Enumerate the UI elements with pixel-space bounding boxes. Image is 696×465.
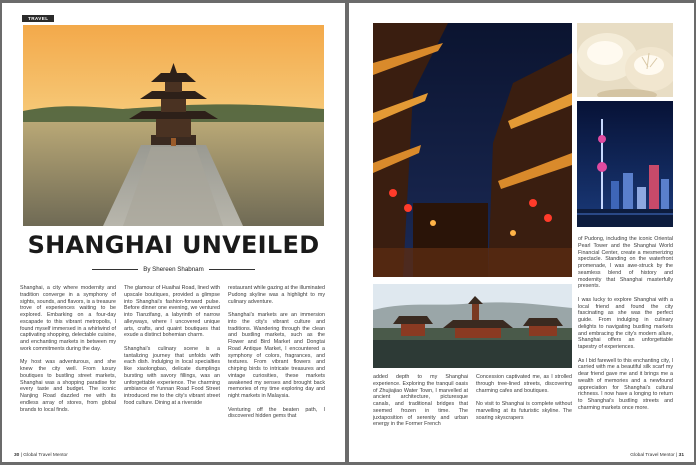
- paragraph: My host was adventurous, and she knew the city well. From luxury boutiques to bustling street markets, Shanghai was a shopping paradise for every taste and budget. The iconic Nanjing Road dazzled me with its endless array of stores, from global brands to local finds.: [20, 359, 116, 413]
- street-photo: [373, 23, 572, 277]
- paragraph: Shanghai, a city where modernity and tradition converge in a symphony of sights, sounds, and flavors, is a treasure trove of experiences waiting to be explored. Embarking on a four-day escapade to this vibrant metropolis, I found myself immersed in a whirlwind of captivating shopping, delectable cuisine, and enchanting markets in between my work commitments during the day.: [20, 285, 116, 352]
- hero-photo: [23, 25, 324, 226]
- right-column-3: [578, 236, 673, 441]
- folio-right: Global Travel Mentor | 31: [630, 453, 684, 458]
- paragraph: Venturing off the beaten path, I discovered hidden gems that: [228, 406, 325, 420]
- right-column-2: [476, 374, 572, 439]
- paragraph: Shanghai's culinary scene is a tantalizing journey that unfolds with each dish. Indulging in local specialties like xiaolongbao, delicate dumplings bursting with savory fillings, was an unforgettable experience. The charming ambiance of Yunnan Road Food Street introduced me to the city's vibrant street food culture. Dining at a riverside: [124, 345, 220, 406]
- left-column-1: [20, 285, 116, 435]
- right-page: [349, 3, 694, 462]
- paragraph: Concession captivated me, as I strolled through tree-lined streets, discovering charming cafes and boutiques.: [476, 374, 572, 394]
- paragraph: Shanghai's markets are an immersion into the city's vibrant culture and traditions. Wandering through the clean and bustling markets, such as the Flower and Bird Market and Dongtai Road Antique Market, I encountered a symphony of colors, fragrances, and textures. From vibrant flowers and chirping birds to intricate treasures and vintage curiosities, these markets awakened my senses and brought back memories of my time exploring day and night markets in Malaysia.: [228, 312, 325, 399]
- byline: By Shereen Shabnam: [143, 265, 204, 273]
- byline-rule-left: [92, 269, 138, 270]
- section-tag: TRAVEL: [22, 15, 54, 22]
- paragraph: restaurant while gazing at the illuminated Pudong skyline was a highlight to my culinary adventure.: [228, 285, 325, 305]
- paragraph: As I bid farewell to this enchanting city, I carried with me a beautiful silk scarf my dear friend gave me and it brings me a wealth of memories and a newfound appreciation for Shanghai's cultural richness. I now have a longing to return to Shanghai's bustling streets and charming markets once more.: [578, 357, 673, 411]
- left-column-2: [124, 285, 220, 439]
- skyline-photo: [577, 101, 673, 227]
- paragraph: added depth to my Shanghai experience. Exploring the tranquil oasis of Zhujiajiao Water Town, I marvelled at ancient architecture, picturesque canals, and traditional bridges that seemed frozen in time. The juxtaposition of serenity and urban energy in the Former French: [373, 374, 468, 428]
- left-column-3: [228, 285, 325, 439]
- page-number: 31: [678, 453, 684, 458]
- garden-photo: [373, 284, 572, 368]
- page-number: 30: [14, 453, 20, 458]
- right-column-1: [373, 374, 468, 439]
- magazine-title: Global Travel Mentor: [23, 453, 68, 458]
- paragraph: The glamour of Huaihai Road, lined with upscale boutiques, provided a glimpse into Shanghai's fashion-forward pulse. Before dinner one evening, we ventured into Tianzifang, a labyrinth of narrow alleyways, where I uncovered unique arts, crafts, and quaint boutiques that exude a distinct bohemian charm.: [124, 285, 220, 339]
- byline-row: [92, 264, 255, 274]
- paragraph: No visit to Shanghai is complete without marvelling at its futuristic skyline. The soaring skyscrapers: [476, 401, 572, 421]
- byline-rule-right: [209, 269, 255, 270]
- folio-left: 30 | Global Travel Mentor: [14, 453, 68, 458]
- magazine-title: Global Travel Mentor: [630, 453, 675, 458]
- paragraph: I was lucky to explore Shanghai with a local friend and found the city fascinating as she was the perfect guide. From indulging in culinary delights to navigating bustling markets and embracing the city's modern allure, Shanghai offers an unforgettable tapestry of experiences.: [578, 296, 673, 350]
- dumplings-photo: [577, 23, 673, 97]
- headline: SHANGHAI UNVEILED: [27, 231, 320, 259]
- left-page: [2, 3, 345, 462]
- paragraph: of Pudong, including the iconic Oriental Pearl Tower and the Shanghai World Financial Center, create a mesmerizing spectacle. Standing on the waterfront promenade, I was awe-struck by the seamless blend of history and modernity that Shanghai masterfully presents.: [578, 236, 673, 290]
